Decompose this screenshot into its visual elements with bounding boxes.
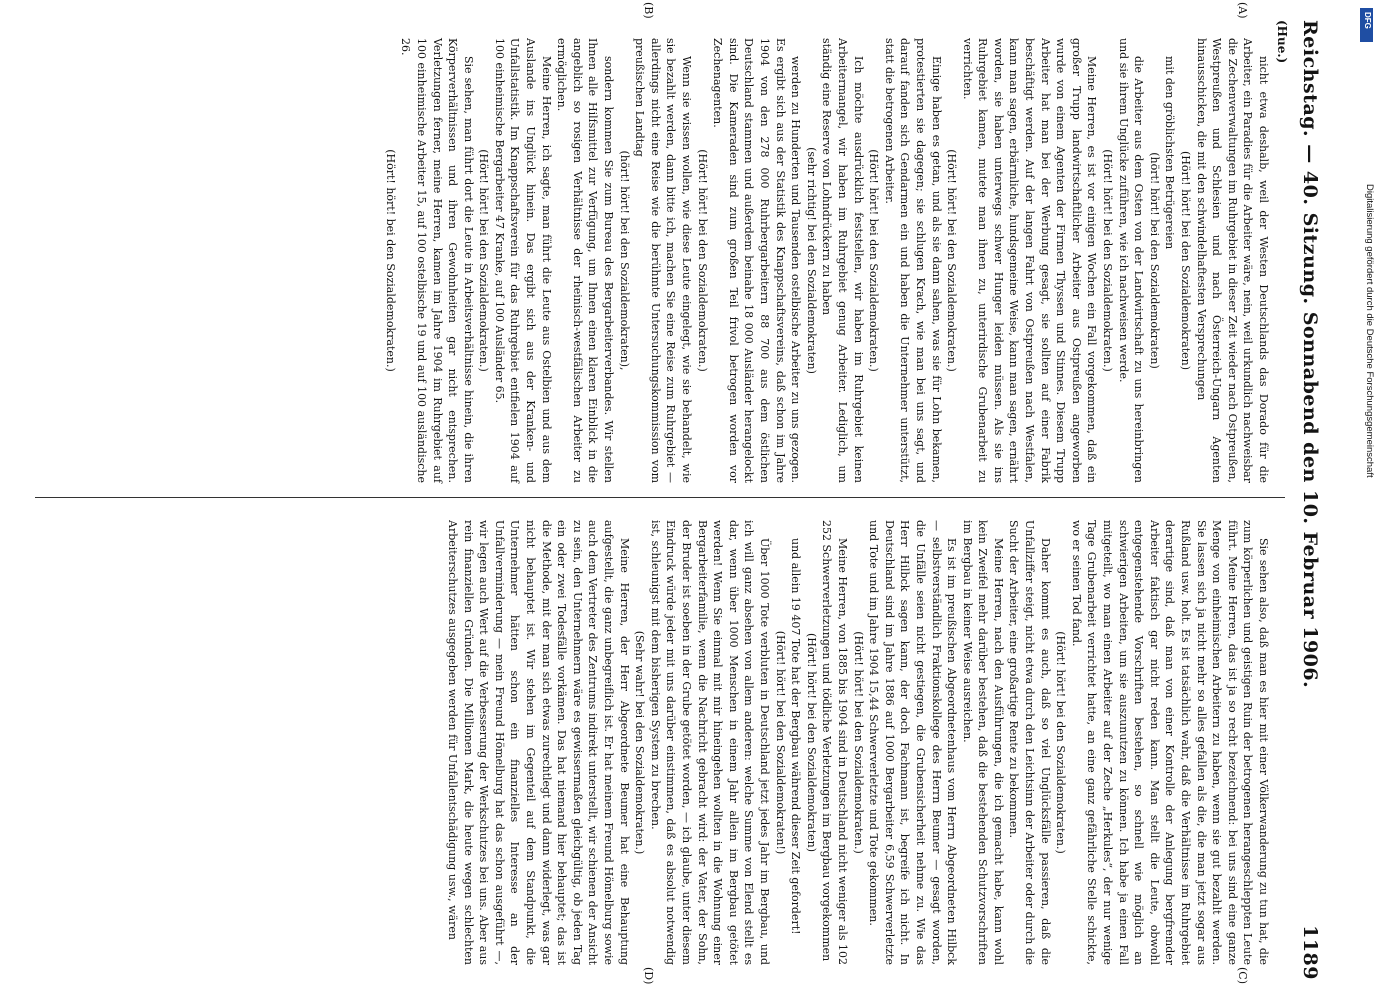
interjection: (Hört! hört! bei den Sozialdemokraten): [1179, 150, 1193, 371]
interjection: (Hört! hört! bei den Sozialdemokraten.): [867, 149, 881, 372]
interjection: (Hört! hört! bei den Sozialdemokraten.): [1054, 631, 1068, 854]
paragraph: die Arbeiter aus dem Osten von der Landwirtschaft zu uns hereinbringen und sie ihrem Unglücke zuführen, wie ich nachweisen werde.: [1116, 38, 1146, 483]
paragraph: Meine Herren, ich sagte, man führt die Leute aus Ostelbien und aus dem Auslande ins Unglück hinein. Das ergibt sich aus der Kranken- und Unfallstatistik. Im Knappschaftsverein für das Ruhrgebiet entfielen 1904 auf 100 einheimische Bergarbeiter 47 Kranke, auf 100 Ausländer 65.: [492, 38, 553, 483]
paragraph: nicht etwa deshalb, weil der Westen Deutschlands das Dorado für die Arbeiter, ein Paradies für die Arbeiter wäre, nein, weil urkundlich nachweisbar die Zechenverwaltungen im Ruhrgebiet in dieser Zeit wieder nach Ostpreußen, Westpreußen und Schlesien und nach Österreich-Ungarn Agenten hinausschicken, die mit den schwindelhaftesten Versprechungen: [1194, 38, 1270, 483]
credit-text: Digitalisierung gefördert durch die Deutsche Forschungsgemeinschaft: [1364, 184, 1375, 478]
margin-marker-b: (B): [642, 2, 655, 19]
paragraph: Ich möchte ausdrücklich feststellen, wir haben im Ruhrgebiet keinen Arbeitermangel, wir haben im Ruhrgebiet genug Arbeiter. Lediglich, um ständig eine Reserve von Lohndrückern zu haben: [820, 38, 865, 483]
paragraph: Meine Herren, nach den Ausführungen, die ich gemacht habe, kann wohl kein Zweifel mehr darüber bestehen, daß die bestehenden Schutzvorschriften im Bergbau in keiner Weise ausreichen.: [960, 520, 1005, 965]
paragraph: Sie sehen also, daß man es hier mit einer Völkerwanderung zu tun hat, die zum körperlichen und geistigen Ruin der betrogenen herangeschleppten Leute führt. Meine Herren, das ist ja so recht bezeichnend: bei uns sind eine ganze Menge von einheimischen Arbeitern zu haben, wenn sie gut bezahlt werden. Sie lassen sich ja nicht mehr so alles gefallen als die, die man jetzt sogar aus Rußland usw. holt. Es ist tatsächlich wahr, daß die Verhältnisse im Ruhrgebiet derartige sind, daß man von einer Kontrolle der Anlegung bergfremder Arbeiter faktisch gar nicht reden kann. Man stellt die Leute, obwohl entgegenstehende Vorschriften bestehen, so schnell wie möglich an schwierigen Arbeiten, um sie auszunutzen zu können. Ich habe ja einen Fall mitgeteilt, wo man einen Arbeiter auf der Zeche „Herkules“, der nur wenige Tage Grubenarbeit verrichtet hatte, an eine ganz gefährliche Stelle schickte, wo er seinen Tod fand.: [1069, 520, 1270, 965]
interjection: (hört! hört! bei den Sozialdemokraten),: [617, 150, 631, 371]
column-divider: [35, 497, 1285, 498]
paragraph: Meine Herren, der Herr Abgeordnete Beumer hat eine Behauptung aufgestellt, die ganz unbegreiflich ist. Er hat meinem Freund Hömelburg sowie auch dem Vertreter des Zentrums indirekt unterstellt, wir schienen der Ansicht zu sein, den Unternehmern wäre es gewissermaßen gleichgültig, ob jeden Tag ein oder zwei Todesfälle vorkämen. Das hat niemand hier behauptet; das ist die Methode, mit der man sich etwas zurechtlegt und dann widerlegt, was gar nicht behauptet ist. Wir stehen im Gegenteil auf dem Standpunkt, die Unternehmer hätten schon ein finanzielles Interesse an der Unfallverminderung — mein Freund Hömelburg hat das schon ausgeführt —, wir legen auch Wert auf die Verbesserung der Werkschutzes bei uns. Aber aus rein finanziellen Gründen. Die Millionen Mark, die heute wegen schlechten Arbeiterschutzes ausgegeben werden für Unfallentschädigung usw., wären: [446, 520, 631, 965]
newspaper-page: [25, 0, 1345, 1000]
interjection: (Hört! hört! bei den Sozialdemokraten.): [851, 631, 865, 854]
digitization-credit: [1361, 14, 1375, 994]
paragraph: Daher kommt es auch, daß so viel Unglücksfälle passieren, daß die Unfallziffer steigt, nicht etwa durch den Leichtsinn der Arbeiter oder durch die Sucht der Arbeiter, eine großartige Rente zu bekommen.: [1007, 520, 1052, 965]
paragraph: Sie sehen, man führt dort die Leute in Arbeitsverhältnisse hinein, die ihren Körperverhältnissen und ihren Gewohnheiten gar nicht entsprechen. Verletzungen ferner, meine Herren, kamen im Jahre 1904 im Ruhrgebiet auf 100 einheimische Arbeiter 15, auf 100 ostelbische 19 und auf 100 ausländische 26.: [399, 38, 475, 483]
header-date: Sonnabend den 10. Februar 1906.: [1299, 311, 1321, 689]
dfg-logo: [1360, 8, 1373, 42]
interjection: (Hört! hört! bei den Sozialdemokraten!): [773, 630, 787, 855]
interjection: (Hört! hört! bei den Sozialdemokraten.): [695, 149, 709, 372]
right-text-column: [41, 520, 1271, 965]
paragraph: und allein 19 407 Tote hat der Bergbau während dieser Zeit gefordert!: [789, 538, 803, 935]
page-number: 1189: [1299, 925, 1321, 980]
paragraph: Über 1000 Tote verbluten in Deutschland jetzt jedes Jahr im Bergbau, und ich will ganz absehen von allem anderen: welche Summe von Elend stellt es dar, wenn über 1000 Menschen in einem Jahr allein im Bergbau getötet werden! Wenn Sie einmal mit mir hineingehen wollten in die Wohnung einer Bergarbeiterfamilie, wenn die Nachricht gebracht wird: der Vater, der Sohn, der Bruder ist soeben in der Grube getötet worden, — ich glaube, unter diesem Eindruck würde jeder mit uns darüber einstimmen, daß es absolut notwendig ist, schleunigst mit dem bisherigen System zu brechen.: [648, 520, 771, 965]
interjection: (Hört! hört! bei den Sozialdemokraten.): [945, 149, 959, 372]
paragraph: Meine Herren, von 1885 bis 1904 sind in Deutschland nicht weniger als 102 252 Schwerverletzungen und tödliche Verletzungen im Bergbau vorgekommen: [820, 520, 849, 965]
header-session: Reichstag. — 40. Sitzung.: [1299, 20, 1321, 305]
paragraph: Einige haben es getan, und als sie dann sahen, was sie für Lohn bekamen, protestierten sie dagegen; sie schlugen Krach, wie man bei uns sagt, und darauf fanden sich Gendarmen ein und haben die Unternehmer unterstützt, statt die betrogenen Arbeiter.: [882, 38, 943, 483]
paragraph: Wenn sie wissen wollen, wie diese Leute eingelegt, wie sie behandelt, wie sie bezahlt werden, dann bitte ich, machen Sie eine Reise zum Ruhrgebiet — allerdings nicht eine Reise wie die berühmte Untersuchungskommission vom preußischen Landtag: [633, 38, 694, 483]
margin-marker-c: (C): [1236, 967, 1249, 984]
interjection: (Hört! hört! bei den Sozialdemokraten): [804, 632, 818, 853]
margin-marker-d: (D): [642, 967, 655, 985]
paragraph: sondern kommen Sie zum Bureau des Bergarbeiterverbandes. Wir stellen Ihnen alle Hilfsmittel zur Verfügung, um Ihnen einen klaren Einblick in die angeblich so rosigen Verhältnisse der rheinisch-westfälischen Arbeiter zu ermöglichen.: [555, 38, 616, 483]
interjection: (sehr richtig! bei den Sozialdemokraten): [804, 147, 818, 374]
interjection: (Hört! hört! bei den Sozialdemokraten.): [477, 149, 491, 372]
paragraph: Meine Herren, es ist vor einigen Wochen ein Fall vorgekommen, daß ein großer Trupp landwirtschaftlicher Arbeiter aus Ostpreußen angeworben wurde von einem Agenten der Firmen Thyssen und Stinnes. Diesem Trupp Arbeiter hat man bei der Werbung gesagt, sie sollten auf einer Fabrik beschäftigt werden. Auf der langen Fahrt von Ostpreußen nach Westfalen, kann man sagen, erbärmliche, hundsgemeine Weise, kann man sagen, ernährt worden, sie haben unterwegs schwer Hunger leiden müssen. Als sie ins Ruhrgebiet kamen, mutete man ihnen zu, unterirdische Grubenarbeit zu verrichten.: [960, 38, 1099, 483]
left-text-column: [41, 38, 1271, 483]
paragraph: mit den gröblichsten Betrügereien: [1163, 56, 1177, 250]
interjection: (hört! hört! bei den Sozialdemokraten): [1147, 152, 1161, 369]
paragraph: werden zu Hunderten und Tausenden ostelbische Arbeiter zu uns gezogen. Es ergibt sich aus der Statistik des Knappschaftsvereins, daß schon im Jahre 1904 von den 278 000 Ruhrbergarbeitern 88 700 aus dem östlichen Deutschland stammen und außerdem beinahe 18 000 Ausländer herangelockt sind. Die Kameraden sind zum großen Teil frivol betrogen worden vor Zechenagenten.: [711, 38, 803, 483]
speaker-name: (Hue.): [1275, 20, 1289, 64]
interjection: (Hört! hört! bei den Sozialdemokraten.): [1101, 149, 1115, 372]
dfg-logo-text: DFG: [1363, 12, 1372, 29]
margin-marker-a: (A): [1236, 2, 1249, 19]
paragraph: Es ist im preußischen Abgeordnetenhaus vom Herrn Abgeordneten Hilbck — selbstverständlich Fraktionskollege des Herrn Beumer — gesagt worden, die Unfälle seien nicht gestiegen, die Grubensicherheit nehme zu. Wie das Herr Hilbck sagen kann, der doch Fachmann ist, begreife ich nicht. In Deutschland sind im Jahre 1886 auf 1000 Bergarbeiter 6,59 Schwerverletzte und Tote und im Jahre 1904 15,44 Schwerverletzte und Tote gekommen.: [867, 520, 959, 965]
interjection: (Sehr wahr! bei den Sozialdemokraten.): [633, 630, 647, 855]
page-header: [1295, 20, 1327, 980]
interjection: (Hört! hört! bei den Sozialdemokraten.): [383, 149, 397, 372]
